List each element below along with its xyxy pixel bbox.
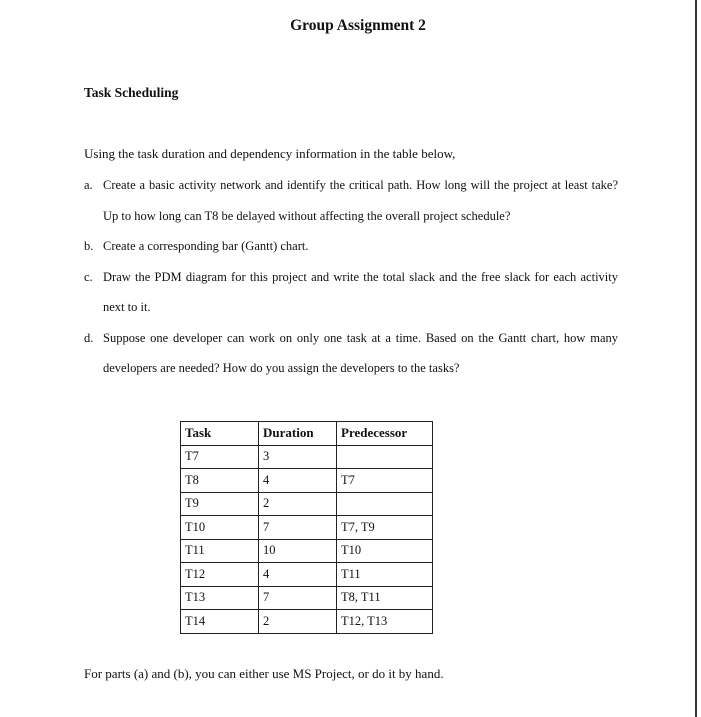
table-header-row — [181, 422, 433, 446]
duration-cell: 3 — [259, 445, 337, 469]
document-title: Group Assignment 2 — [290, 17, 426, 34]
duration-cell: 2 — [259, 492, 337, 516]
predecessor-cell: T10 — [337, 539, 433, 563]
predecessor-cell: T7, T9 — [337, 516, 433, 540]
predecessor-cell: T7 — [337, 469, 433, 493]
duration-cell: 4 — [259, 563, 337, 587]
question-marker: b. — [84, 239, 94, 253]
task-cell: T9 — [181, 492, 259, 516]
duration-cell: 4 — [259, 469, 337, 493]
task-cell: T8 — [181, 469, 259, 493]
question-marker: d. — [84, 330, 94, 345]
column-header-predecessor: Predecessor — [337, 422, 433, 446]
question-text: Create a corresponding bar (Gantt) chart. — [103, 239, 309, 253]
duration-cell: 2 — [259, 610, 337, 634]
footer-note: For parts (a) and (b), you can either use MS Project, or do it by hand. — [84, 666, 444, 681]
question-text: Draw the PDM diagram for this project and write the total slack and the free slack for each activity next to it. — [103, 269, 618, 314]
question-list — [84, 170, 618, 384]
question-text: Suppose one developer can work on only one task at a time. Based on the Gantt chart, how many developers are needed? How do you assign the developers to the tasks? — [103, 330, 618, 375]
table-row — [181, 610, 433, 634]
predecessor-cell: T11 — [337, 563, 433, 587]
question-marker: c. — [84, 269, 93, 284]
table-row — [181, 492, 433, 516]
duration-cell: 7 — [259, 586, 337, 610]
duration-cell: 10 — [259, 539, 337, 563]
duration-cell: 7 — [259, 516, 337, 540]
table-row — [181, 563, 433, 587]
question-item-a — [84, 170, 618, 231]
question-marker: a. — [84, 178, 93, 192]
task-cell: T11 — [181, 539, 259, 563]
predecessor-cell: T8, T11 — [337, 586, 433, 610]
table-row — [181, 586, 433, 610]
section-heading: Task Scheduling — [84, 85, 179, 100]
table-row — [181, 539, 433, 563]
question-text: Create a basic activity network and identify the critical path. How long will the project at least take? Up to how long can T8 be delayed without affecting the overall project schedule? — [103, 178, 618, 223]
column-header-task: Task — [181, 422, 259, 446]
predecessor-cell — [337, 492, 433, 516]
question-item-d — [84, 323, 618, 384]
task-cell: T14 — [181, 610, 259, 634]
question-item-b — [84, 231, 618, 262]
table-row — [181, 445, 433, 469]
table-row — [181, 516, 433, 540]
column-header-duration: Duration — [259, 422, 337, 446]
task-cell: T10 — [181, 516, 259, 540]
task-cell: T12 — [181, 563, 259, 587]
task-table — [180, 421, 433, 634]
question-item-c — [84, 262, 618, 323]
task-cell: T7 — [181, 445, 259, 469]
table-row — [181, 469, 433, 493]
predecessor-cell: T12, T13 — [337, 610, 433, 634]
predecessor-cell — [337, 445, 433, 469]
intro-paragraph: Using the task duration and dependency information in the table below, — [84, 146, 456, 161]
task-cell: T13 — [181, 586, 259, 610]
